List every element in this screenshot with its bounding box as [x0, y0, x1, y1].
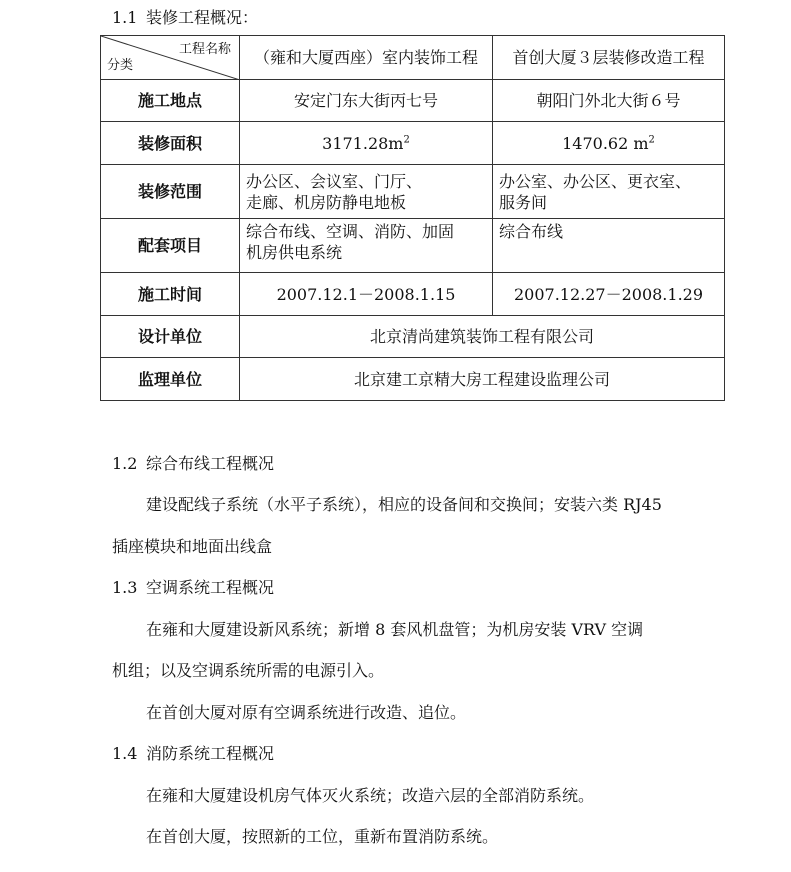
row-label: 监理单位 — [101, 358, 240, 401]
section-title: 装修工程概况： — [146, 8, 259, 27]
section-heading-1-1 — [112, 8, 258, 28]
cell-line: 办公室、办公区、更衣室、 — [499, 171, 692, 191]
table-row — [101, 316, 725, 358]
cell-project-2 — [493, 219, 725, 273]
project-overview-table — [100, 35, 725, 401]
section-title: 空调系统工程概况 — [146, 578, 275, 597]
header-project-name-label: 工程名称 — [178, 42, 231, 57]
cell-project-2: 朝阳门外北大街６号 — [493, 80, 725, 122]
section-number: 1.3 — [112, 578, 138, 597]
paragraph-line: 建设配线子系统（水平子系统），相应的设备间和交换间；安装六类 RJ45 — [146, 495, 662, 514]
cell-line: 综合布线 — [499, 222, 564, 241]
header-project-2: 首创大厦３层装修改造工程 — [493, 36, 725, 80]
cell-project-1: 安定门东大街丙七号 — [240, 80, 493, 122]
table-row — [101, 165, 725, 219]
row-label: 施工地点 — [101, 80, 240, 122]
cell-line: 办公区、会议室、门厅、 — [246, 171, 423, 191]
cell-line: 走廊、机房防静电地板 — [246, 192, 407, 212]
cell-project-1 — [240, 122, 493, 165]
table-header-row — [101, 36, 725, 80]
section-number: 1.2 — [112, 454, 138, 473]
area-unit-exponent: 2 — [403, 134, 410, 146]
table-row — [101, 122, 725, 165]
cell-project-2 — [493, 165, 725, 219]
section-heading-1-2 — [112, 454, 274, 474]
paragraph-line: 插座模块和地面出线盒 — [112, 537, 273, 556]
row-label: 施工时间 — [101, 273, 240, 316]
cell-project-1: 2007.12.1－2008.1.15 — [240, 273, 493, 316]
paragraph-line: 在首创大厦对原有空调系统进行改造、追位。 — [146, 703, 467, 722]
row-label: 配套项目 — [101, 219, 240, 273]
cell-project-1 — [240, 165, 493, 219]
table-row — [101, 80, 725, 122]
table-row — [101, 273, 725, 316]
section-heading-1-3 — [112, 578, 274, 598]
table-row — [101, 358, 725, 401]
cell-line: 机房供电系统 — [246, 243, 343, 262]
cell-project-2 — [493, 122, 725, 165]
table-row — [101, 219, 725, 273]
merged-cell: 北京清尚建筑装饰工程有限公司 — [240, 316, 725, 358]
paragraph-line: 在雍和大厦建设新风系统；新增 8 套风机盘管；为机房安装 VRV 空调 — [146, 620, 644, 639]
cell-project-1 — [240, 219, 493, 273]
header-category-label: 分类 — [107, 58, 134, 73]
merged-cell: 北京建工京精大房工程建设监理公司 — [240, 358, 725, 401]
section-heading-1-4 — [112, 744, 274, 764]
row-label: 装修面积 — [101, 122, 240, 165]
header-project-1: （雍和大厦西座）室内装饰工程 — [240, 36, 493, 80]
area-value: 3171.28m — [322, 133, 404, 153]
cell-line: 服务间 — [499, 192, 548, 212]
cell-project-2: 2007.12.27－2008.1.29 — [493, 273, 725, 316]
area-value: 1470.62 m — [562, 133, 649, 153]
diagonal-header-cell — [101, 36, 240, 80]
paragraph-line: 在雍和大厦建设机房气体灭火系统；改造六层的全部消防系统。 — [146, 786, 595, 805]
section-title: 综合布线工程概况 — [146, 454, 275, 473]
paragraph-line: 在首创大厦，按照新的工位，重新布置消防系统。 — [146, 827, 499, 846]
area-unit-exponent: 2 — [648, 134, 655, 146]
paragraph-line: 机组；以及空调系统所需的电源引入。 — [112, 661, 385, 680]
row-label: 装修范围 — [101, 165, 240, 219]
cell-line: 综合布线、空调、消防、加固 — [246, 222, 455, 241]
section-number: 1.4 — [112, 744, 138, 763]
section-title: 消防系统工程概况 — [146, 744, 275, 763]
section-number: 1.1 — [112, 8, 138, 27]
row-label: 设计单位 — [101, 316, 240, 358]
